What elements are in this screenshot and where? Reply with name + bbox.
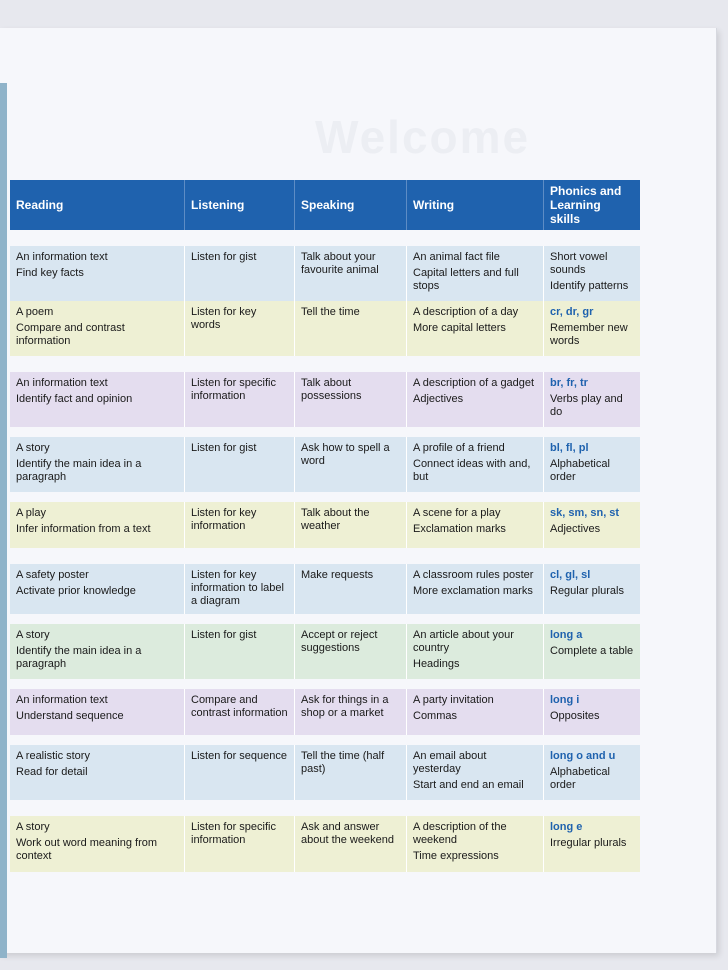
spacer — [10, 679, 640, 689]
header-writing: Writing — [407, 180, 544, 230]
reading-cell: A safety poster Activate prior knowledge — [10, 564, 185, 614]
table-row — [10, 745, 640, 800]
writing-cell: A party invitation Commas — [407, 689, 544, 735]
writing-cell: A scene for a play Exclamation marks — [407, 502, 544, 548]
writing-cell: A description of the weekend Time expressions — [407, 816, 544, 872]
spacer — [10, 614, 640, 624]
speaking-cell: Accept or reject suggestions — [295, 624, 407, 679]
table-row — [10, 564, 640, 614]
speaking-cell: Talk about your favourite animal — [295, 246, 407, 301]
header-speaking: Speaking — [295, 180, 407, 230]
reading-cell: A poem Compare and contrast information — [10, 301, 185, 356]
reading-cell: A story Work out word meaning from context — [10, 816, 185, 872]
spacer — [10, 548, 640, 564]
speaking-cell: Ask for things in a shop or a market — [295, 689, 407, 735]
spacer — [10, 230, 640, 246]
table-row — [10, 301, 640, 356]
listening-cell: Listen for specific information — [185, 816, 295, 872]
page-edge-strip — [0, 83, 7, 958]
faded-title: Welcome — [315, 111, 531, 163]
listening-cell: Listen for specific information — [185, 372, 295, 427]
speaking-cell: Talk about possessions — [295, 372, 407, 427]
phonics-cell: cl, gl, sl Regular plurals — [544, 564, 640, 614]
phonics-cell: Short vowel sounds Identify patterns — [544, 246, 640, 301]
speaking-cell: Tell the time — [295, 301, 407, 356]
listening-cell: Listen for gist — [185, 246, 295, 301]
reading-cell: A play Infer information from a text — [10, 502, 185, 548]
table-row — [10, 502, 640, 548]
reading-cell: A story Identify the main idea in a paragraph — [10, 624, 185, 679]
writing-cell: A description of a gadget Adjectives — [407, 372, 544, 427]
listening-cell: Compare and contrast information — [185, 689, 295, 735]
writing-cell: An article about your country Headings — [407, 624, 544, 679]
table-row — [10, 372, 640, 427]
header-phonics: Phonics and Learning skills — [544, 180, 640, 230]
listening-cell: Listen for gist — [185, 437, 295, 492]
book-page — [0, 28, 717, 953]
spacer — [10, 735, 640, 745]
listening-cell: Listen for sequence — [185, 745, 295, 800]
header-reading: Reading — [10, 180, 185, 230]
table-row — [10, 816, 640, 872]
phonics-cell: cr, dr, gr Remember new words — [544, 301, 640, 356]
listening-cell: Listen for key information — [185, 502, 295, 548]
listening-cell: Listen for key information to label a diagram — [185, 564, 295, 614]
speaking-cell: Ask how to spell a word — [295, 437, 407, 492]
phonics-cell: long i Opposites — [544, 689, 640, 735]
table-row — [10, 689, 640, 735]
writing-cell: A profile of a friend Connect ideas with and, but — [407, 437, 544, 492]
speaking-cell: Talk about the weather — [295, 502, 407, 548]
reading-cell: A realistic story Read for detail — [10, 745, 185, 800]
spacer — [10, 492, 640, 502]
syllabus-table — [10, 180, 640, 872]
reading-cell: An information text Identify fact and opinion — [10, 372, 185, 427]
table-row — [10, 624, 640, 679]
reading-cell: A story Identify the main idea in a paragraph — [10, 437, 185, 492]
speaking-cell: Make requests — [295, 564, 407, 614]
writing-cell: An animal fact file Capital letters and full stops — [407, 246, 544, 301]
spacer — [10, 427, 640, 437]
writing-cell: A description of a day More capital letters — [407, 301, 544, 356]
phonics-cell: long e Irregular plurals — [544, 816, 640, 872]
phonics-cell: long a Complete a table — [544, 624, 640, 679]
phonics-cell: long o and u Alphabetical order — [544, 745, 640, 800]
phonics-cell: br, fr, tr Verbs play and do — [544, 372, 640, 427]
table-row — [10, 246, 640, 301]
writing-cell: A classroom rules poster More exclamation marks — [407, 564, 544, 614]
spacer — [10, 356, 640, 372]
listening-cell: Listen for gist — [185, 624, 295, 679]
reading-cell: An information text Find key facts — [10, 246, 185, 301]
speaking-cell: Tell the time (half past) — [295, 745, 407, 800]
writing-cell: An email about yesterday Start and end an email — [407, 745, 544, 800]
reading-cell: An information text Understand sequence — [10, 689, 185, 735]
speaking-cell: Ask and answer about the weekend — [295, 816, 407, 872]
header-listening: Listening — [185, 180, 295, 230]
listening-cell: Listen for key words — [185, 301, 295, 356]
table-row — [10, 437, 640, 492]
phonics-cell: sk, sm, sn, st Adjectives — [544, 502, 640, 548]
spacer — [10, 800, 640, 816]
phonics-cell: bl, fl, pl Alphabetical order — [544, 437, 640, 492]
header-row — [10, 180, 640, 230]
